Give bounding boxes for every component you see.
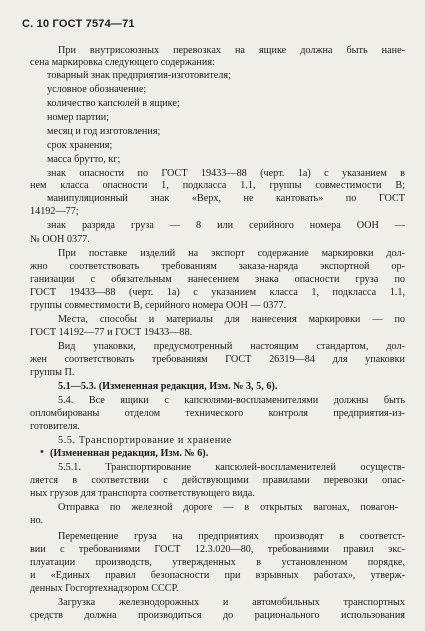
text-line: месяц и год изготовления; (47, 126, 161, 137)
text-line: товарный знак предприятия-изготовителя; (47, 70, 231, 81)
text-line: Вид упаковки, предусмотренный настоящим стандартом, дол- (58, 341, 405, 352)
text-line: Загрузка железнодорожных и автомобильных транспортных (58, 597, 405, 608)
text-line: жно соответствовать требованиям заказа-наряда экспортной ор- (30, 261, 405, 272)
text-line: № ООН 0377. (30, 234, 90, 245)
text-line: вии с требованиями ГОСТ 12.3.020—80, требованиями правил экс- (30, 544, 405, 555)
text-line: группы П. (30, 367, 75, 378)
text-line: средств должна производиться до рационального использования (30, 610, 405, 621)
text-line: знак разряда груза — 8 или серийного номера ООН — (47, 220, 405, 231)
text-line: Места, способы и материалы для нанесения маркировки — по (58, 314, 405, 325)
text-line: жен соответствовать требованиям ГОСТ 26319—84 для упаковки (30, 354, 405, 365)
text-line: ГОСТ 14192—77 и ГОСТ 19433—88. (30, 327, 193, 338)
text-line: При поставке изделий на экспорт содержание маркировки дол- (58, 248, 405, 259)
text-line: денных Госгортехнадзором СССР. (30, 583, 179, 594)
text-line: ГОСТ 19433—88 (черт. 1а) с указанием класса 1, подкласса 1.1, (30, 287, 405, 298)
text-line: 5.4. Все ящики с капсюлями-воспламенителями должны быть (58, 395, 405, 406)
text-line: 14192—77; (30, 206, 79, 217)
text-line: 5.1—5.3. (Измененная редакция, Изм. № 3, 5, 6). (58, 381, 278, 392)
text-line: и «Единых правил безопасности при взрывных работах», утверж- (30, 570, 405, 581)
text-line: (Измененная редакция, Изм. № 6). (50, 448, 209, 459)
text-line: ных грузов для транспорта соответствующего вида. (30, 488, 255, 499)
text-line: манипуляционный знак «Верх, не кантовать» по ГОСТ (47, 193, 405, 204)
text-line: При внутрисоюзных перевозках на ящике должна быть нане- (58, 45, 405, 56)
text-line: условное обозначение; (47, 84, 147, 95)
text-line: 5.5.1. Транспортирование капсюлей-воспламенителей осуществ- (58, 462, 405, 473)
text-line: нем класса опасности 1, подкласса 1.1, группы совместимости В; (30, 180, 405, 191)
text-line: срок хранения; (47, 140, 113, 151)
text-line: плуатации производств, утвержденных в установленном порядке, (30, 557, 405, 568)
page-header: С. 10 ГОСТ 7574—71 (22, 18, 135, 30)
text-line: ганизации с обязательным нанесением знака опасности груза по (30, 274, 405, 285)
text-line: готовителя. (30, 421, 80, 432)
text-line: Перемещение груза на предприятиях производят в соответст- (58, 531, 405, 542)
text-line: номер партии; (47, 112, 110, 123)
margin-mark: • (40, 446, 44, 458)
text-line: ляется в соответствии с действующими правилами перевозки опас- (30, 475, 405, 486)
text-line: Отправка по железной дороге — в открытых вагонах, повагон- (58, 502, 398, 513)
text-line: группы совместимости В, серийного номера ООН — 0377. (30, 300, 287, 311)
text-line: но. (30, 515, 44, 526)
text-line: количество капсюлей в ящике; (47, 98, 180, 109)
text-line: сена маркировка следующего содержания: (30, 57, 215, 68)
text-line: масса брутто, кг; (47, 154, 121, 165)
text-line: знак опасности по ГОСТ 19433—88 (черт. 1а) с указанием в (47, 168, 405, 179)
section-heading: 5.5. Транспортирование и хранение (58, 435, 232, 446)
text-line: опломбированы отделом технического контроля предприятия-из- (30, 408, 405, 419)
